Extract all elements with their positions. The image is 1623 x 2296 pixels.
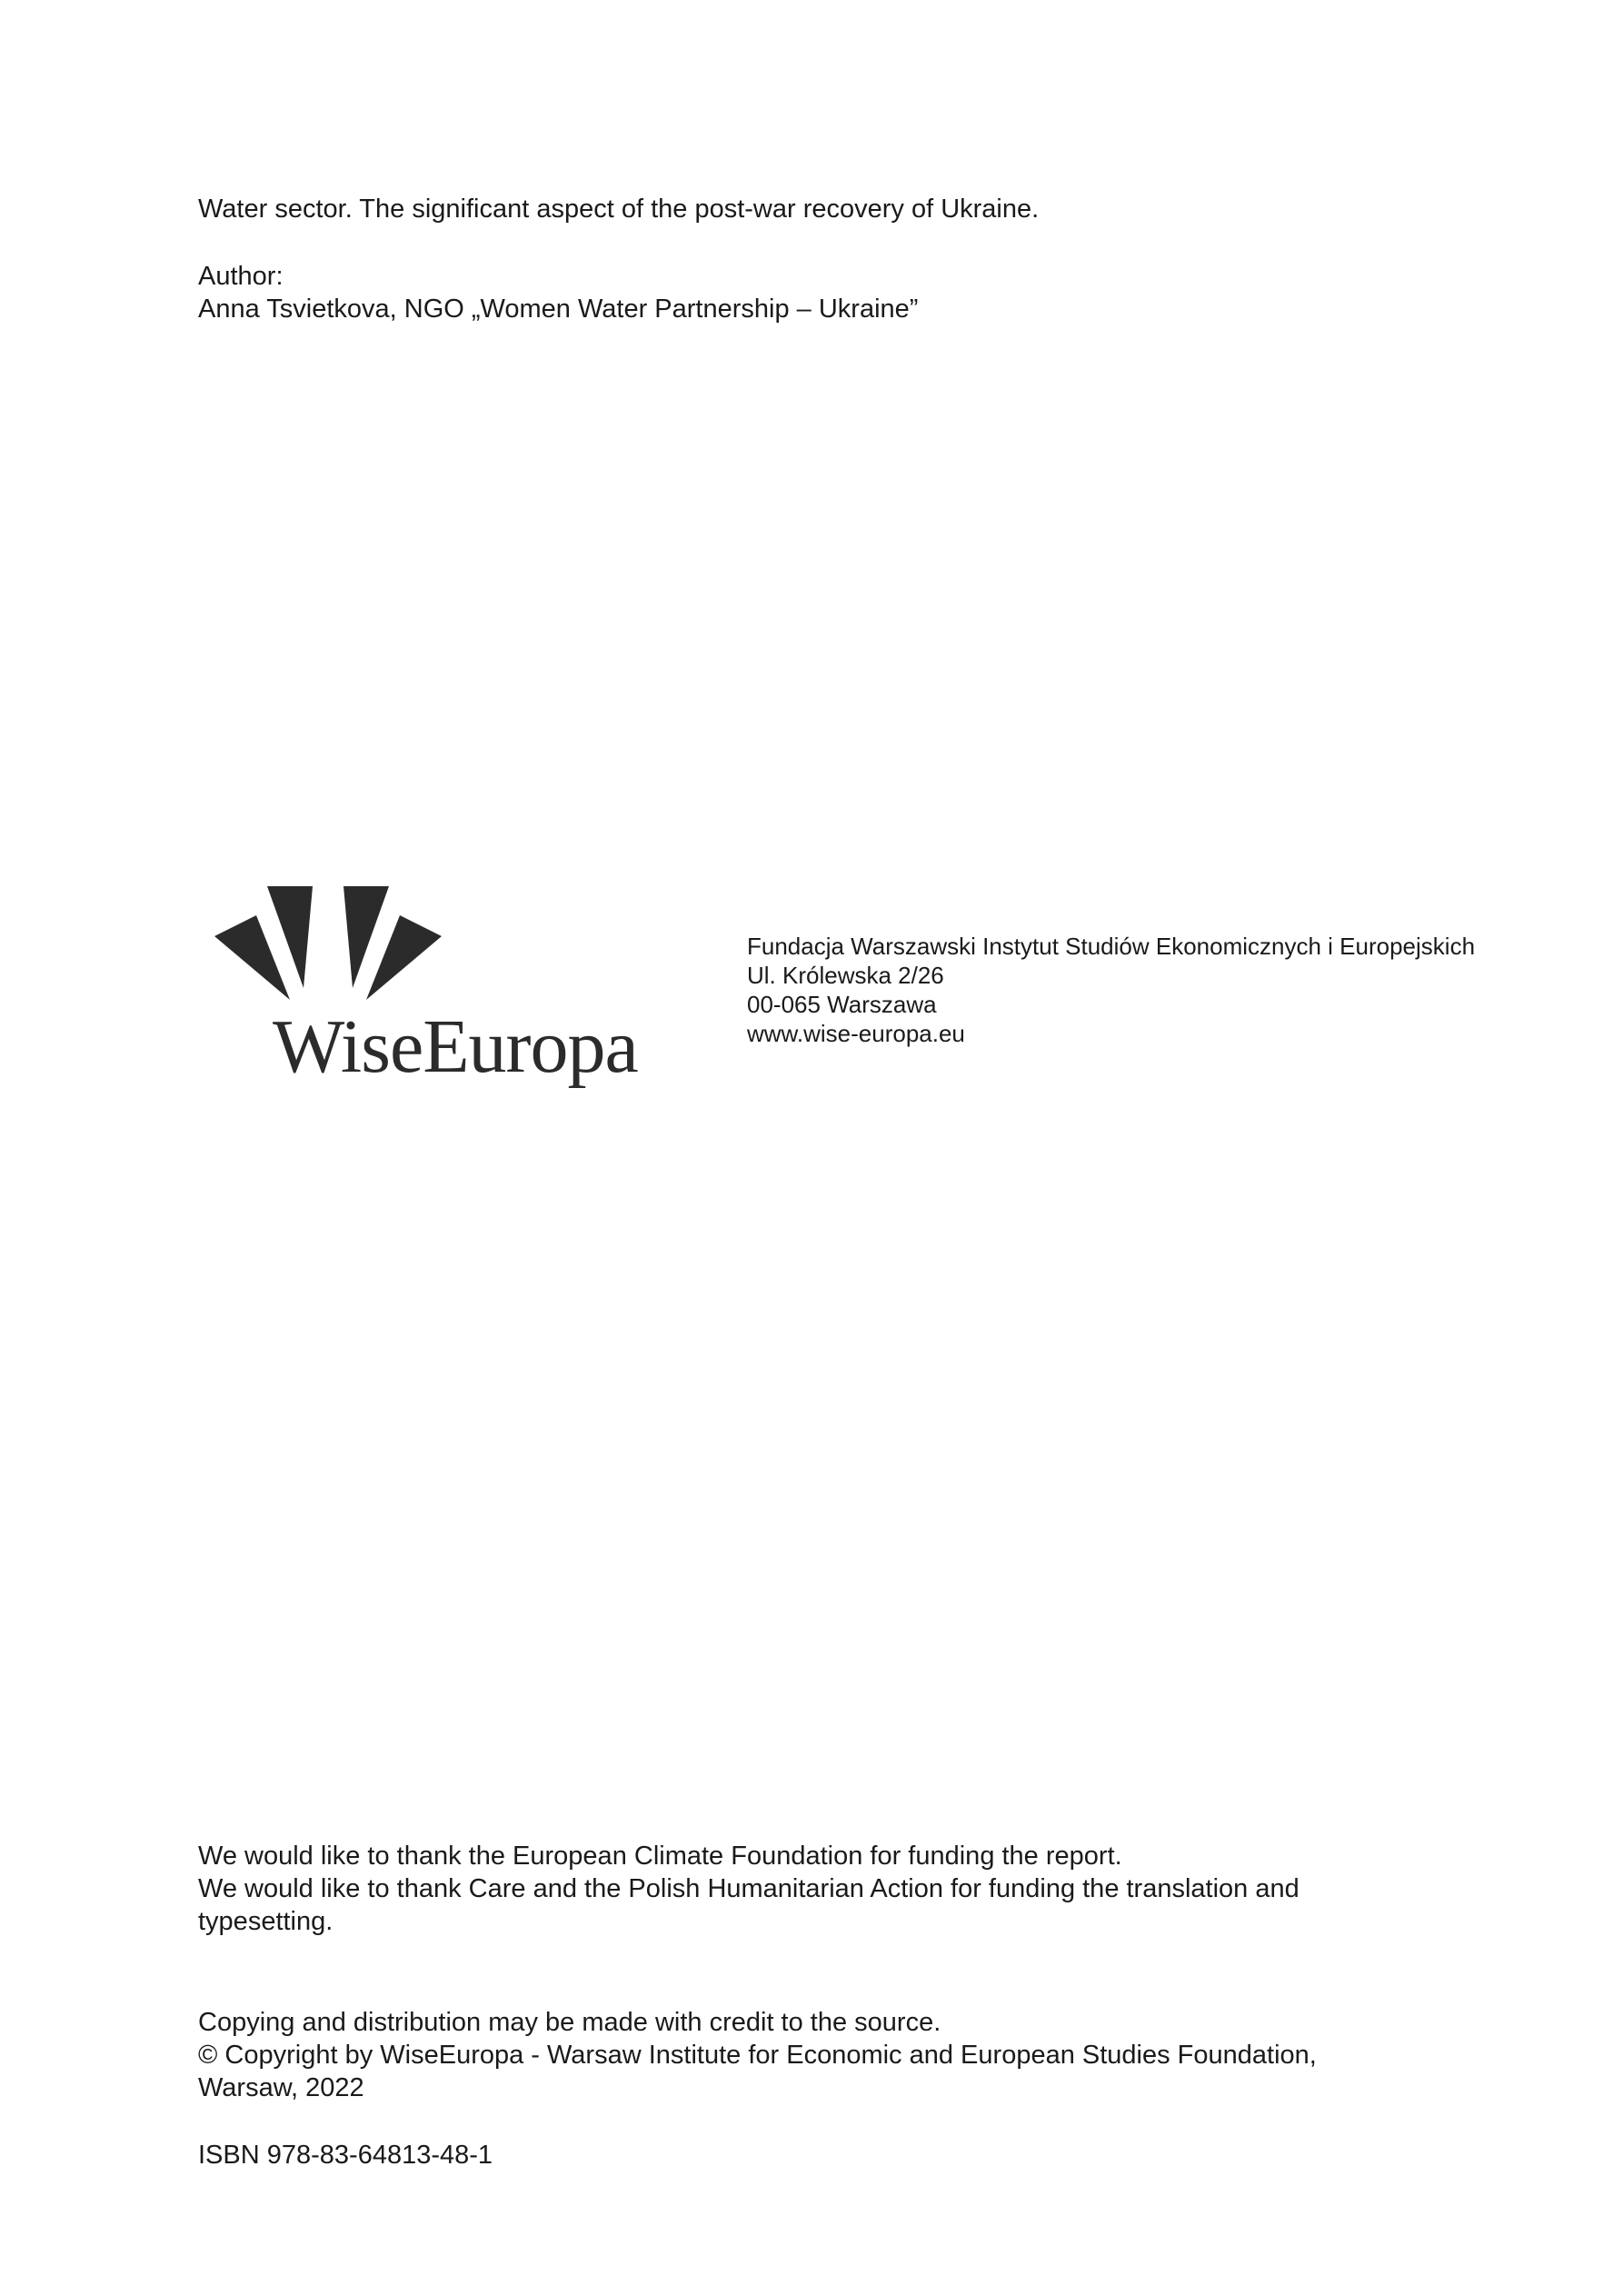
acknowledgement-line: We would like to thank the European Climate Foundation for funding the report. xyxy=(198,1842,1122,1871)
address-website-link[interactable]: www.wise-europa.eu xyxy=(747,1020,965,1047)
isbn: ISBN 978-83-64813-48-1 xyxy=(198,2141,493,2170)
copyright-line: Warsaw, 2022 xyxy=(198,2073,364,2102)
address-line-foundation: Fundacja Warszawski Instytut Studiów Ekonomicznych i Europejskich xyxy=(747,933,1476,960)
acknowledgement-line: typesetting. xyxy=(198,1907,334,1936)
wiseeuropa-w-logo-icon xyxy=(214,886,442,1000)
document-title: Water sector. The significant aspect of the post-war recovery of Ukraine. xyxy=(198,195,1040,224)
author-label: Author: xyxy=(198,262,284,291)
author-name: Anna Tsvietkova, NGO „Women Water Partnership – Ukraine” xyxy=(198,294,919,324)
wiseeuropa-logo xyxy=(214,886,651,1104)
copyright-line: © Copyright by WiseEuropa - Warsaw Institute for Economic and European Studies Foundation, xyxy=(198,2041,1317,2070)
wiseeuropa-wordmark: WiseEuropa xyxy=(273,1004,638,1089)
address-line-city: 00-065 Warszawa xyxy=(747,991,937,1018)
acknowledgement-line: We would like to thank Care and the Polish Humanitarian Action for funding the translation and xyxy=(198,1874,1299,1903)
copyright-line: Copying and distribution may be made with credit to the source. xyxy=(198,2008,941,2037)
address-line-street: Ul. Królewska 2/26 xyxy=(747,962,944,989)
